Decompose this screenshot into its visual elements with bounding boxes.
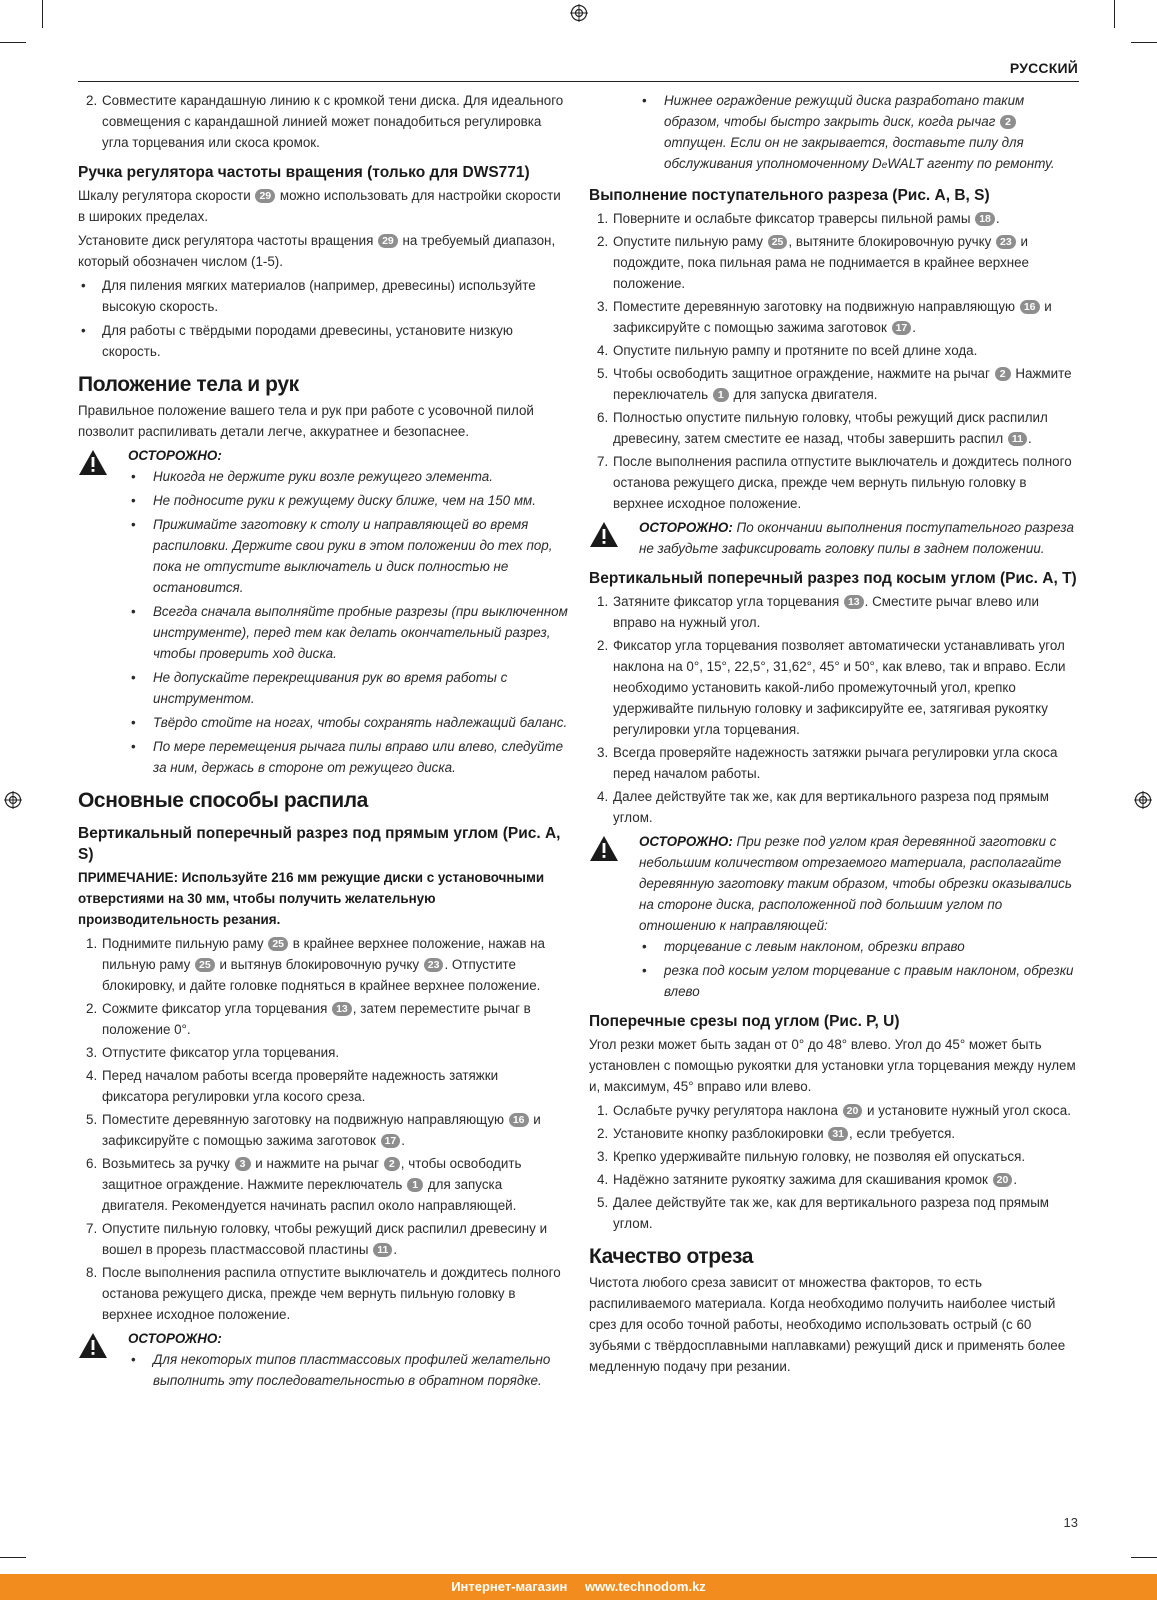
bevel-paragraph: Угол резки может быть задан от 0° до 48° влево. Угол до 45° может быть установлен с помощью рукоятки для установки угла торцевания между нулем и, максимум, 45° вправо или влево. [589, 1037, 1076, 1094]
list-item: 5. Поместите деревянную заготовку на подвижную направляющую 16 и зафиксируйте с помощью зажима заготовок 17 . [86, 1112, 541, 1148]
registration-mark-icon [4, 791, 22, 809]
continued-warning [589, 90, 1079, 176]
list-item: 1. Ослабьте ручку регулятора наклона 20 и установите нужный угол скоса. [597, 1103, 1071, 1118]
list-item: 2. Совместите карандашную линию к с кромкой тени диска. Для идеального совмещения с карандашной линией может понадобиться регулировка угла торцевания или скоса кромок. [86, 93, 564, 150]
crop-mark [1114, 0, 1115, 28]
warning-block [78, 445, 568, 778]
footer-shop-label: Интернет-магазин [451, 1579, 568, 1594]
note-paragraph: ПРИМЕЧАНИЕ: Используйте 216 мм режущие диски с установочными отверстиями на 30 мм, чтобы получить желательную производительность резания. [78, 870, 545, 927]
list-item: 1. Затяните фиксатор угла торцевания 13 . Сместите рычаг влево или вправо на нужный угол. [597, 594, 1039, 630]
list-item: • Для некоторых типов пластмассовых профилей желательно выполнить эту последовательностью в обратном порядке. [128, 1349, 568, 1391]
basic-cuts-heading: Основные способы распила [78, 789, 368, 812]
list-item: 6. Возьмитесь за ручку 3 и нажмите на рычаг 2 , чтобы освободить защитное ограждение. Нажмите переключатель 1 для запуска двигателя. Рекомендуется начинать распил около направляющей. [86, 1156, 522, 1213]
warning-title: ОСТОРОЖНО: [639, 834, 733, 849]
list-item: 7. После выполнения распила отпустите выключатель и дождитесь полного останова режущего диска, прежде чем вернуть пильную головку в верхнее исходное положение. [597, 454, 1072, 511]
list-item: • Не подносите руки к режущему диску ближе, чем на 150 мм. [128, 490, 568, 511]
list-item: 2. Сожмите фиксатор угла торцевания 13 , затем переместите рычаг в положение 0°. [86, 1001, 531, 1037]
list-item: 6. Полностью опустите пильную головку, чтобы режущий диск распилил древесину, затем сместите ее назад, чтобы завершить распил 11 . [597, 410, 1048, 446]
list-item: 8. После выполнения распила отпустите выключатель и дождитесь полного останова режущего диска, прежде чем вернуть пильную головку в верхнее исходное положение. [86, 1265, 561, 1322]
list-item: 3. Отпустите фиксатор угла торцевания. [86, 1045, 340, 1060]
list-item: • Прижимайте заготовку к столу и направляющей во время распиловки. Держите свои руки в этом положении до тех пор, пока не отпустите выключатель и диск полностью не остановится. [128, 514, 568, 598]
warning-block [589, 517, 1079, 559]
list-item: 4. Надёжно затяните рукоятку зажима для скашивания кромок 20 . [597, 1172, 1018, 1187]
straight-cut-steps [78, 933, 568, 1325]
list-item: 4. Опустите пильную рампу и протяните по всей длине хода. [597, 343, 978, 358]
registration-mark-icon [1134, 791, 1152, 809]
list-item: • Всегда сначала выполняйте пробные разрезы (при выключенном инструменте), перед тем как делать окончательный разрез, чтобы проверить ход диска. [128, 601, 568, 664]
body-position-paragraph: Правильное положение вашего тела и рук при работе с усовочной пилой позволит распиливать детали легче, аккуратнее и безопаснее. [78, 403, 534, 439]
intro-list [78, 90, 568, 153]
list-item: 2. Опустите пильную раму 25 , вытяните блокировочную ручку 23 и подождите, пока пильная рама не поднимается в крайнее верхнее положение. [597, 234, 1029, 291]
warning-text: При резке под углом края деревянной заготовки с небольшим количеством отрезаемого материала, располагайте деревянную заготовку таким образом, чтобы обрезки оказывались на стороне диска, расположенной под большим углом по отношению к направляющей: [639, 834, 1072, 933]
callout-badge: 29 [378, 234, 398, 248]
miter-cut-steps [589, 591, 1079, 828]
list-item: 5. Чтобы освободить защитное ограждение, нажмите на рычаг 2 Нажмите переключатель 1 для запуска двигателя. [597, 366, 1072, 402]
warning-bullets [639, 90, 1079, 176]
warning-title: ОСТОРОЖНО: [128, 448, 222, 463]
list-item: 4. Перед началом работы всегда проверяйте надежность затяжки фиксатора регулировки угла косого среза. [86, 1068, 499, 1104]
right-column [589, 90, 1079, 1380]
crop-mark [1131, 42, 1157, 43]
crop-mark [42, 0, 43, 28]
list-item: • По мере перемещения рычага пилы вправо или влево, следуйте за ним, держась в стороне от режущего диска. [128, 736, 568, 778]
list-item: 7. Опустите пильную головку, чтобы режущий диск распилил древесину и вошел в прорезь пластмассовой пластины 11 . [86, 1221, 548, 1257]
list-item: • резка под косым углом торцевание с правым наклоном, обрезки влево [639, 960, 1079, 1002]
warning-triangle-icon [78, 449, 108, 476]
language-label: РУССКИЙ [1009, 60, 1078, 76]
speed-heading: Ручка регулятора частоты вращения (только для DWS771) [78, 164, 530, 181]
speed-paragraph: Установите диск регулятора частоты вращения 29 на требуемый диапазон, который обозначен числом (1-5). [78, 233, 556, 269]
callout-badge: 29 [255, 189, 275, 203]
list-item: 1. Поднимите пильную раму 25 в крайнее верхнее положение, нажав на пильную раму 25 и вытянув блокировочную ручку 23 . Отпустите блокировку, и дайте головке подняться в крайнее верхнее положение. [86, 936, 545, 993]
footer-banner [0, 1574, 1157, 1600]
warning-bullets [639, 936, 1079, 1002]
header-rule [78, 81, 1079, 82]
miter-cut-heading: Вертикальный поперечный разрез под косым углом (Рис. A, T) [589, 570, 1077, 587]
warning-triangle-icon [589, 835, 619, 862]
cut-quality-heading: Качество отреза [589, 1245, 754, 1268]
list-item: 5. Далее действуйте так же, как для вертикального разреза под прямым углом. [597, 1195, 1050, 1231]
slide-cut-heading: Выполнение поступательного разреза (Рис. A, B, S) [589, 187, 990, 204]
cut-quality-paragraph: Чистота любого среза зависит от множества факторов, то есть распиливаемого материала. Когда необходимо получить наиболее чистый срез для особо точной работы, необходимо использовать острый (с 60 зубьями с твёрдосплавными наплавками) режущий диск и применять более медленную подачу при резании. [589, 1275, 1066, 1374]
warning-bullets [128, 1349, 568, 1391]
list-item: 3. Поместите деревянную заготовку на подвижную направляющую 16 и зафиксируйте с помощью зажима заготовок 17 . [597, 299, 1052, 335]
speed-bullets [78, 275, 568, 362]
speed-paragraph: Шкалу регулятора скорости 29 можно использовать для настройки скорости в широких пределах. [78, 188, 561, 224]
slide-cut-steps [589, 208, 1079, 514]
registration-mark-icon [570, 4, 588, 22]
list-item: 4. Далее действуйте так же, как для вертикального разреза под прямым углом. [597, 789, 1050, 825]
list-item: • Для работы с твёрдыми породами древесины, установите низкую скорость. [78, 320, 568, 362]
crop-mark [0, 1557, 26, 1558]
crop-mark [0, 42, 26, 43]
list-item: • Нижнее ограждение режущий диска разработано таким образом, чтобы быстро закрыть диск, когда рычаг 2 отпущен. Если он не закрывается, доставьте пилу для обслуживания уполномоченному DeWALT агенту по ремонту. [639, 90, 1079, 176]
bevel-cut-steps [589, 1100, 1079, 1234]
footer-url-link[interactable]: www.technodom.kz [584, 1579, 706, 1594]
list-item: 3. Крепко удерживайте пильную головку, не позволяя ей опускаться. [597, 1149, 1026, 1164]
warning-block [589, 831, 1079, 1002]
crop-mark [1131, 1557, 1157, 1558]
warning-triangle-icon [78, 1332, 108, 1359]
warning-title: ОСТОРОЖНО: [128, 1331, 222, 1346]
warning-bullets [128, 466, 568, 778]
warning-block [78, 1328, 568, 1391]
list-item: • Для пиления мягких материалов (например, древесины) используйте высокую скорость. [78, 275, 568, 317]
left-column [78, 90, 568, 1395]
warning-text: По окончании выполнения поступательного разреза не забудьте зафиксировать головку пилы в заднем положении. [639, 520, 1074, 556]
list-item: • Не допускайте перекрещивания рук во время работы с инструментом. [128, 667, 568, 709]
list-item: 2. Установите кнопку разблокировки 31 , если требуется. [597, 1126, 956, 1141]
straight-cut-heading: Вертикальный поперечный разрез под прямым углом (Рис. A, S) [78, 825, 561, 863]
list-item: • Твёрдо стойте на ногах, чтобы сохранять надлежащий баланс. [128, 712, 568, 733]
list-item: 3. Всегда проверяйте надежность затяжки рычага регулировки угла скоса перед началом работы. [597, 745, 1058, 781]
list-item: 2. Фиксатор угла торцевания позволяет автоматически устанавливать угол наклона на 0°, 15°, 22,5°, 31,62°, 45° и 50°, как влево, так и вправо. Если необходимо установить какой-либо промежуточный угол, крепко удерживайте пильную головку и зафиксируйте ее, затягивая рукоятку регулировки угла торцевания. [597, 638, 1066, 737]
list-item: • торцевание с левым наклоном, обрезки вправо [639, 936, 1079, 957]
body-position-heading: Положение тела и рук [78, 373, 299, 396]
page-number: 13 [1063, 1515, 1078, 1530]
list-item: • Никогда не держите руки возле режущего элемента. [128, 466, 568, 487]
warning-triangle-icon [589, 521, 619, 548]
bevel-cut-heading: Поперечные срезы под углом (Рис. P, U) [589, 1013, 900, 1030]
warning-title: ОСТОРОЖНО: [639, 520, 733, 535]
list-item: 1. Поверните и ослабьте фиксатор траверсы пильной рамы 18 . [597, 211, 1000, 226]
